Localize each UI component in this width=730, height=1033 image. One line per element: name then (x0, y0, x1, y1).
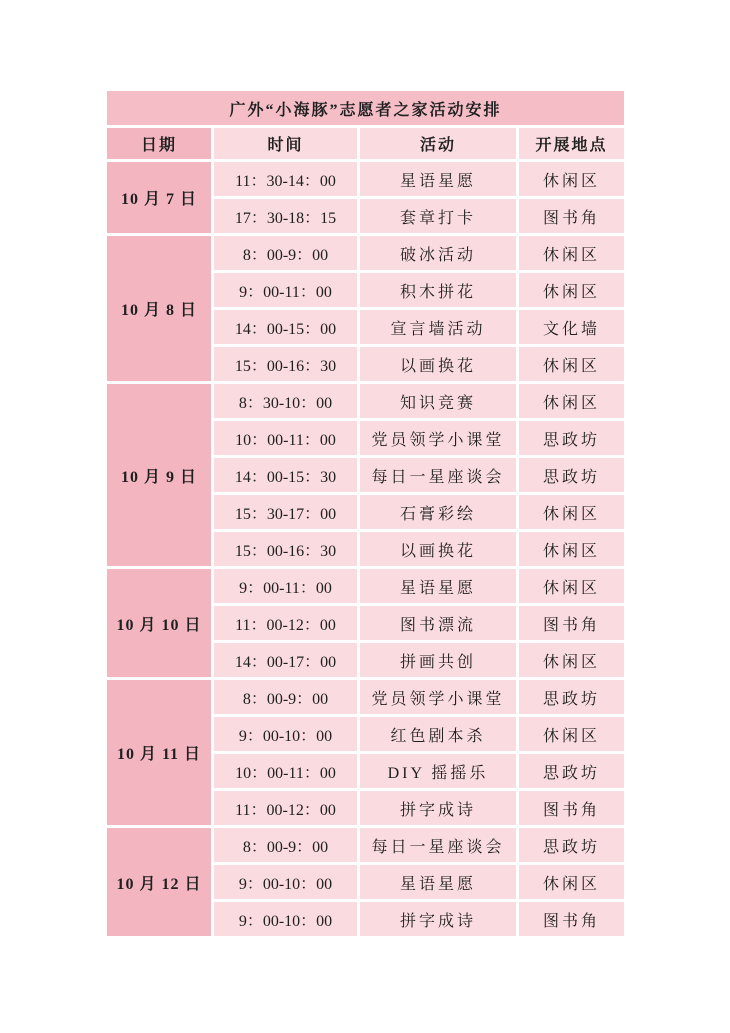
activity-cell: 星语星愿 (360, 865, 516, 899)
time-cell: 11：00-12：00 (214, 606, 357, 640)
date-cell: 10 月 9 日 (107, 384, 211, 566)
activity-cell: 知识竞赛 (360, 384, 516, 418)
activity-cell: 每日一星座谈会 (360, 828, 516, 862)
location-cell: 思政坊 (519, 421, 624, 455)
schedule-body (107, 162, 624, 936)
table-row (107, 828, 624, 862)
location-cell: 休闲区 (519, 162, 624, 196)
activity-cell: 破冰活动 (360, 236, 516, 270)
time-cell: 9：00-10：00 (214, 902, 357, 936)
location-cell: 休闲区 (519, 273, 624, 307)
time-cell: 11：00-12：00 (214, 791, 357, 825)
time-cell: 8：30-10：00 (214, 384, 357, 418)
date-cell: 10 月 12 日 (107, 828, 211, 936)
activity-cell: 星语星愿 (360, 569, 516, 603)
date-cell: 10 月 10 日 (107, 569, 211, 677)
date-cell: 10 月 8 日 (107, 236, 211, 381)
activity-cell: 每日一星座谈会 (360, 458, 516, 492)
time-cell: 9：00-10：00 (214, 865, 357, 899)
activity-cell: 拼字成诗 (360, 902, 516, 936)
column-header-location: 开展地点 (519, 128, 624, 159)
time-cell: 8：00-9：00 (214, 680, 357, 714)
time-cell: 17：30-18：15 (214, 199, 357, 233)
time-cell: 15：00-16：30 (214, 347, 357, 381)
activity-cell: 宣言墙活动 (360, 310, 516, 344)
location-cell: 休闲区 (519, 532, 624, 566)
time-cell: 15：00-16：30 (214, 532, 357, 566)
date-cell: 10 月 7 日 (107, 162, 211, 233)
activity-cell: 红色剧本杀 (360, 717, 516, 751)
location-cell: 思政坊 (519, 828, 624, 862)
activity-schedule-table (104, 88, 627, 939)
time-cell: 14：00-17：00 (214, 643, 357, 677)
location-cell: 休闲区 (519, 236, 624, 270)
location-cell: 文化墙 (519, 310, 624, 344)
column-header-time: 时间 (214, 128, 357, 159)
location-cell: 思政坊 (519, 680, 624, 714)
location-cell: 图书角 (519, 791, 624, 825)
date-cell: 10 月 11 日 (107, 680, 211, 825)
location-cell: 思政坊 (519, 458, 624, 492)
time-cell: 9：00-10：00 (214, 717, 357, 751)
table-row (107, 680, 624, 714)
title-row (107, 91, 624, 125)
location-cell: 休闲区 (519, 865, 624, 899)
activity-cell: 党员领学小课堂 (360, 421, 516, 455)
activity-cell: 套章打卡 (360, 199, 516, 233)
activity-cell: 图书漂流 (360, 606, 516, 640)
location-cell: 休闲区 (519, 643, 624, 677)
location-cell: 思政坊 (519, 754, 624, 788)
column-header-date: 日期 (107, 128, 211, 159)
location-cell: 休闲区 (519, 384, 624, 418)
time-cell: 10：00-11：00 (214, 754, 357, 788)
activity-cell: 以画换花 (360, 532, 516, 566)
activity-cell: 拼字成诗 (360, 791, 516, 825)
table-row (107, 162, 624, 196)
table-row (107, 569, 624, 603)
location-cell: 休闲区 (519, 569, 624, 603)
time-cell: 8：00-9：00 (214, 236, 357, 270)
time-cell: 9：00-11：00 (214, 273, 357, 307)
table-row (107, 236, 624, 270)
table-title: 广外“小海豚”志愿者之家活动安排 (107, 91, 624, 125)
activity-cell: 积木拼花 (360, 273, 516, 307)
time-cell: 10：00-11：00 (214, 421, 357, 455)
activity-cell: DIY 摇摇乐 (360, 754, 516, 788)
time-cell: 8：00-9：00 (214, 828, 357, 862)
time-cell: 14：00-15：00 (214, 310, 357, 344)
time-cell: 15：30-17：00 (214, 495, 357, 529)
activity-cell: 拼画共创 (360, 643, 516, 677)
time-cell: 9：00-11：00 (214, 569, 357, 603)
location-cell: 图书角 (519, 902, 624, 936)
header-row (107, 128, 624, 159)
location-cell: 休闲区 (519, 495, 624, 529)
location-cell: 休闲区 (519, 717, 624, 751)
activity-cell: 以画换花 (360, 347, 516, 381)
activity-cell: 石膏彩绘 (360, 495, 516, 529)
time-cell: 14：00-15：30 (214, 458, 357, 492)
activity-cell: 星语星愿 (360, 162, 516, 196)
location-cell: 图书角 (519, 199, 624, 233)
column-header-activity: 活动 (360, 128, 516, 159)
location-cell: 图书角 (519, 606, 624, 640)
activity-cell: 党员领学小课堂 (360, 680, 516, 714)
location-cell: 休闲区 (519, 347, 624, 381)
time-cell: 11：30-14：00 (214, 162, 357, 196)
table-row (107, 384, 624, 418)
